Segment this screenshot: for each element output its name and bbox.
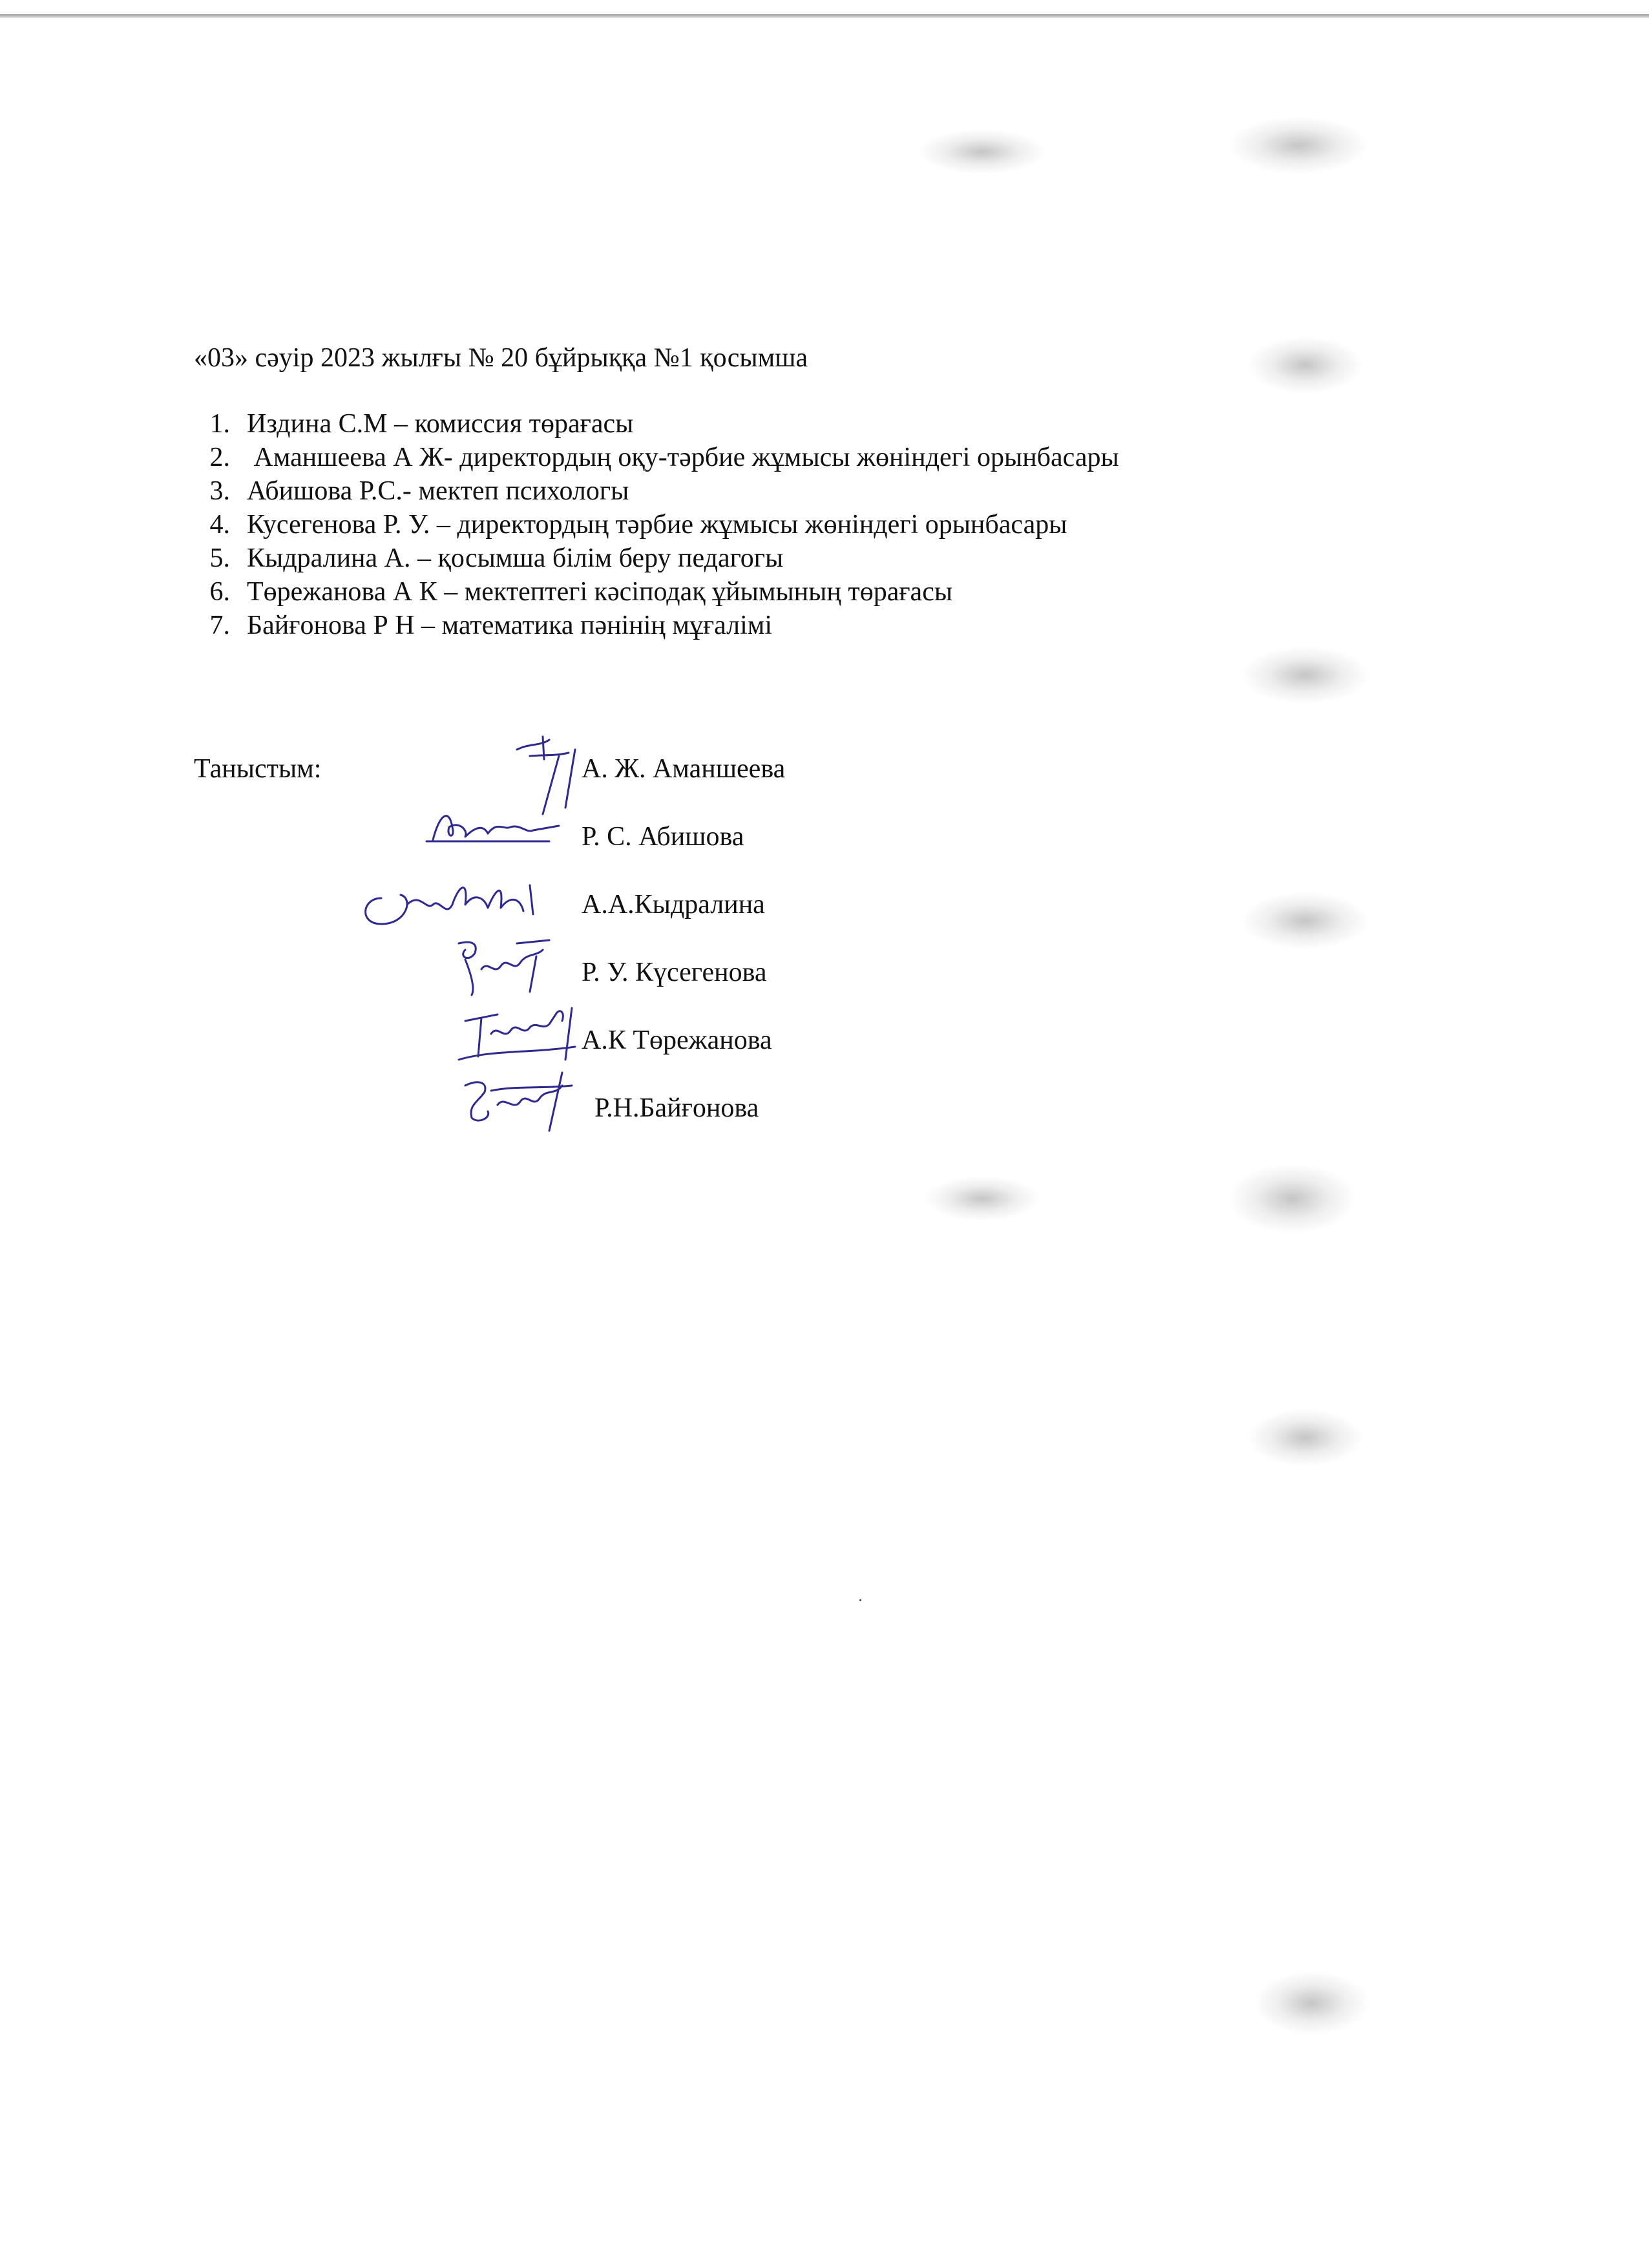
document-header: «03» сәуір 2023 жылғы № 20 бұйрыққа №1 қосымша (194, 343, 808, 373)
signatory-name: Р. С. Абишова (582, 822, 744, 852)
list-item (194, 441, 1119, 474)
list-item-text: Кыдралина А. – қосымша білім беру педагогы (247, 543, 784, 573)
signatory-name: Р. У. Күсегенова (582, 958, 767, 987)
list-item-number: 2. (209, 443, 230, 472)
list-item (194, 541, 1119, 575)
list-item (194, 474, 1119, 508)
signature-baigonova (452, 1060, 582, 1137)
scan-artifact (1241, 646, 1370, 704)
list-item-text: Кусегенова Р. У. – директордың тәрбие жұмысы жөніндегі орынбасары (247, 510, 1067, 540)
scan-dot (859, 1599, 861, 1601)
signatory-name: Р.Н.Байғонова (594, 1093, 759, 1123)
list-item-number: 6. (209, 577, 230, 607)
scan-artifact (1254, 1971, 1370, 2035)
commission-member-list (194, 407, 1119, 642)
list-item-number: 4. (209, 510, 230, 540)
scan-artifact (1228, 1163, 1357, 1234)
list-item-text: Төрежанова А К – мектептегі кәсіподақ ұйымының төрағасы (247, 577, 953, 607)
list-item-text: Байғонова Р Н – математика пәнінің мұғалімі (247, 611, 773, 640)
scan-artifact (1247, 1409, 1363, 1467)
list-item-text: Абишова Р.С.- мектеп психологы (247, 476, 629, 506)
list-item (194, 508, 1119, 541)
scan-artifact (1228, 116, 1370, 174)
scan-artifact (918, 129, 1047, 174)
signatory-name: А.А.Кыдралина (582, 890, 765, 919)
signature-torezhanova (452, 995, 588, 1066)
list-item-text: Издина С.М – комиссия төрағасы (247, 409, 634, 439)
list-item (194, 575, 1119, 609)
list-item (194, 407, 1119, 441)
list-item (194, 609, 1119, 642)
signatory-name: А.К Төрежанова (582, 1025, 772, 1055)
scan-artifact (924, 1176, 1040, 1221)
list-item-number: 3. (209, 476, 230, 506)
signature-abishova (420, 801, 569, 853)
list-item-number: 5. (209, 543, 230, 573)
signatory-name: А. Ж. Аманшеева (582, 754, 786, 784)
acknowledgement-label: Таныстым: (194, 754, 322, 784)
list-item-text: Аманшеева А Ж- директордың оқу-тәрбие жұмысы жөніндегі орынбасары (247, 443, 1119, 472)
list-item-number: 7. (209, 611, 230, 640)
signature-kydralina (355, 859, 562, 937)
scan-artifact (1247, 336, 1363, 394)
scan-artifact (1241, 892, 1370, 950)
scan-top-edge (0, 14, 1649, 18)
list-item-number: 1. (209, 409, 230, 439)
signature-kusegenova (439, 930, 569, 1002)
